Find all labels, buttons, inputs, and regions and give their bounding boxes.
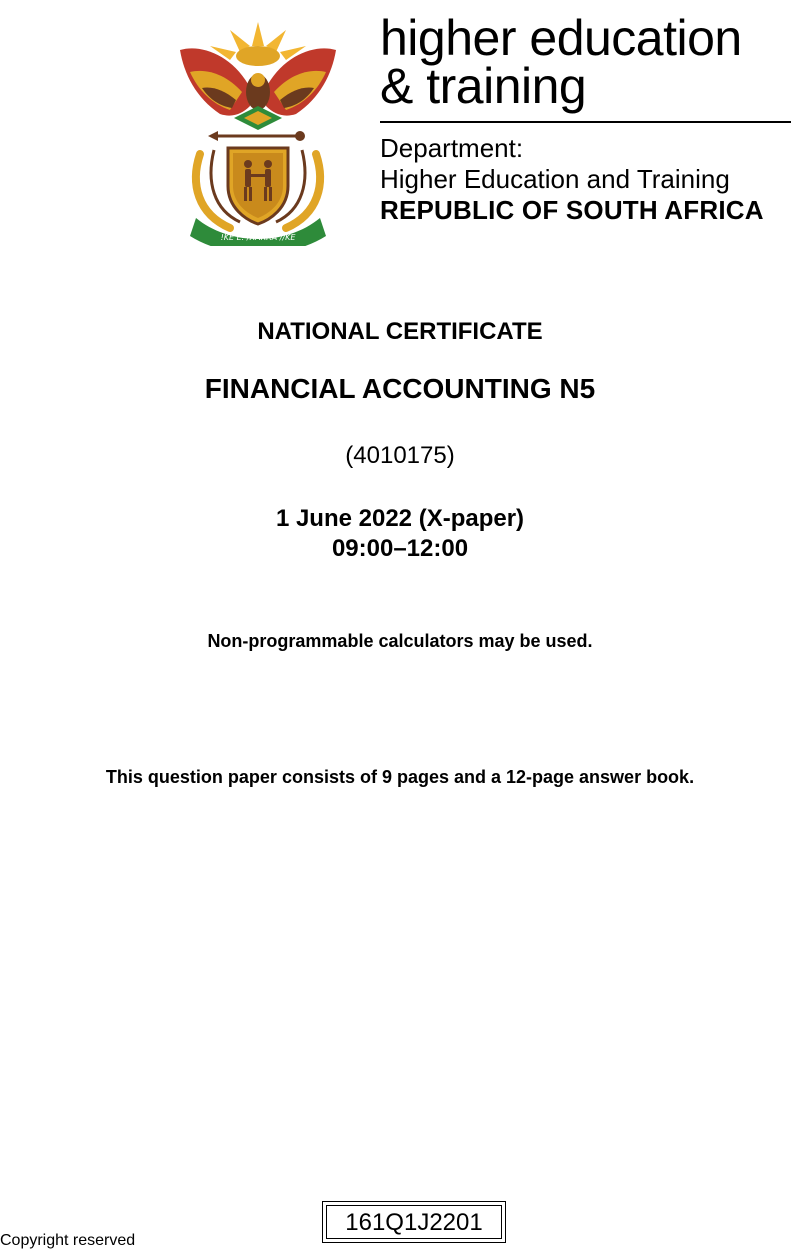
page-count-note: This question paper consists of 9 pages and a 12-page answer book. <box>105 767 695 787</box>
brand-title <box>380 10 800 114</box>
calculator-note: Non-programmable calculators may be used. <box>207 631 593 651</box>
country-name: REPUBLIC OF SOUTH AFRICA <box>380 195 764 225</box>
department-label: Department: <box>380 133 524 163</box>
brand-title-line2: & training <box>380 58 587 114</box>
copyright-notice: Copyright reserved <box>0 1232 136 1249</box>
certificate-heading: NATIONAL CERTIFICATE <box>257 318 543 345</box>
coat-of-arms-logo <box>170 14 346 246</box>
header-divider <box>380 121 791 123</box>
exam-date: 1 June 2022 (X-paper) <box>275 505 525 532</box>
department-block <box>380 133 800 226</box>
paper-code-box <box>322 1201 506 1243</box>
brand-title-line1: higher education <box>380 10 742 66</box>
subject-heading: FINANCIAL ACCOUNTING N5 <box>204 373 596 404</box>
exam-time: 09:00–12:00 <box>331 535 469 562</box>
subject-code: (4010175) <box>345 442 455 469</box>
svg-text:!KE E: /XARRA //KE: !KE E: /XARRA //KE <box>220 233 296 242</box>
department-name: Higher Education and Training <box>380 164 730 194</box>
paper-code: 161Q1J2201 <box>326 1205 502 1239</box>
